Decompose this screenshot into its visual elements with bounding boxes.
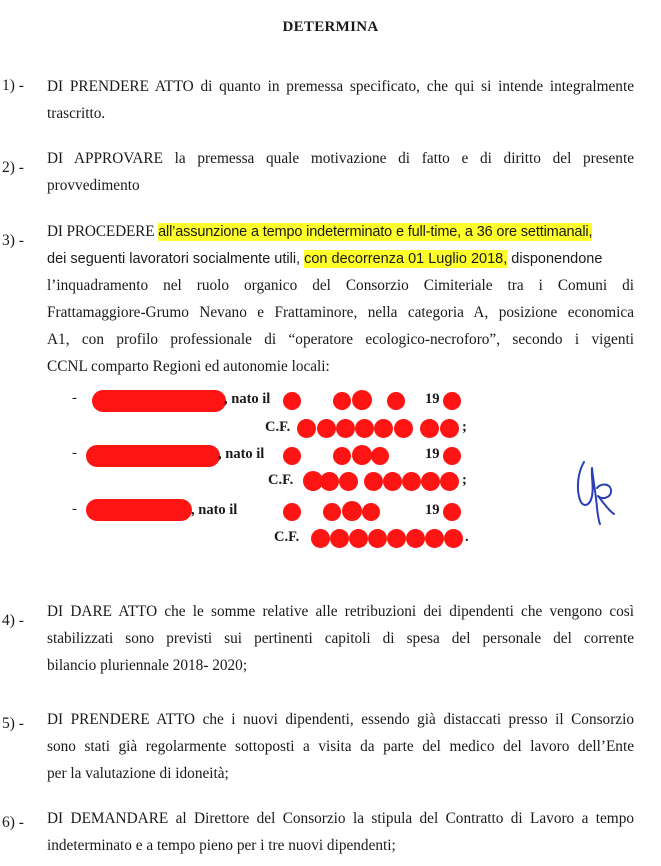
text-line: CCNL comparto Regioni ed autonomie locali: <box>47 358 330 375</box>
redaction-mark <box>444 529 463 548</box>
cf-label: C.F. <box>274 529 300 545</box>
redaction-mark <box>440 472 459 491</box>
redaction-mark <box>368 529 387 548</box>
item-number: 1) - <box>2 77 24 94</box>
text-line: DI APPROVARE la premessa quale motivazione di fatto e di diritto del presente <box>47 150 634 167</box>
redaction-mark <box>394 419 413 438</box>
redaction-mark <box>406 529 425 548</box>
item-number: 6) - <box>2 814 24 831</box>
text-segment: dei seguenti lavoratori socialmente utili, <box>47 251 305 267</box>
text-line <box>47 218 634 245</box>
list-dash: - <box>72 390 77 406</box>
item-number: 5) - <box>2 715 24 732</box>
redaction-mark <box>402 472 421 491</box>
text-segment: disponendone <box>507 251 603 267</box>
born-label: , nato il <box>224 391 271 407</box>
cf-terminator: ; <box>462 472 467 488</box>
text-line: DI PRENDERE ATTO che i nuovi dipendenti, essendo già distaccati presso il Consorzio <box>47 711 634 728</box>
worker-cf-row <box>0 471 661 497</box>
cf-terminator: . <box>465 529 469 545</box>
text-line <box>47 245 634 272</box>
redaction-mark <box>349 529 368 548</box>
birth-year-prefix: 19 <box>425 502 440 518</box>
text-line: stabilizzati sono previsti sui pertinenti capitoli di spesa del personale del corrente <box>47 630 634 647</box>
redaction-mark <box>364 472 383 491</box>
text-line: Frattamaggiore-Grumo Nevano e Frattaminore, nella categoria A, posizione economica <box>47 304 634 321</box>
redaction-mark <box>352 390 372 410</box>
text-line: provvedimento <box>47 177 140 194</box>
redaction-mark <box>421 472 440 491</box>
born-label: , nato il <box>191 502 238 518</box>
document-title: DETERMINA <box>282 19 379 35</box>
redaction-mark <box>311 529 330 548</box>
redaction-mark <box>92 390 226 412</box>
item-text <box>47 706 634 787</box>
worker-row <box>0 445 661 471</box>
redaction-mark <box>387 392 405 410</box>
redaction-mark <box>371 447 389 465</box>
item-number: 4) - <box>2 612 24 629</box>
worker-cf-row <box>0 418 661 444</box>
text-line: sono stati già regolarmente sottoposti a visita da parte del medico del lavoro dell’Ente <box>47 738 634 755</box>
redaction-mark <box>425 529 444 548</box>
worker-cf-row <box>0 528 661 554</box>
cf-label: C.F. <box>268 472 294 488</box>
redaction-mark <box>330 529 349 548</box>
item-text <box>47 145 634 199</box>
redaction-mark <box>362 503 380 521</box>
redaction-mark <box>333 392 351 410</box>
redaction-mark <box>320 472 339 491</box>
highlighted-text: con decorrenza 01 Luglio 2018, <box>304 251 508 267</box>
redaction-mark <box>339 472 358 491</box>
text-line: A1, con profilo professionale di “operatore ecologico-necroforo”, secondo i vigenti <box>47 331 634 348</box>
redaction-mark <box>443 392 461 410</box>
redaction-mark <box>323 503 341 521</box>
handwritten-signature-icon <box>570 458 620 528</box>
text-line: DI PRENDERE ATTO di quanto in premessa specificato, che qui si intende integralmente <box>47 78 634 95</box>
born-label: , nato il <box>218 446 265 462</box>
redaction-mark <box>440 419 459 438</box>
item-number: 3) - <box>2 232 24 249</box>
redaction-mark <box>374 419 393 438</box>
redaction-mark <box>387 529 406 548</box>
text-segment: DI PROCEDERE <box>47 223 159 240</box>
text-line: trascritto. <box>47 105 106 122</box>
redaction-mark <box>355 419 374 438</box>
item-text <box>47 73 634 127</box>
redaction-mark <box>283 447 301 465</box>
item-text <box>47 218 634 380</box>
redaction-mark <box>317 419 336 438</box>
cf-label: C.F. <box>265 419 291 435</box>
highlighted-text: all’assunzione a tempo indeterminato e full-time, a 36 ore settimanali, <box>158 224 593 240</box>
text-line: DI DARE ATTO che le somme relative alle retribuzioni dei dipendenti che vengono così <box>47 603 634 620</box>
redaction-mark <box>333 447 351 465</box>
cf-terminator: ; <box>462 419 467 435</box>
redaction-mark <box>352 445 372 465</box>
worker-row <box>0 390 661 416</box>
redaction-mark <box>443 503 461 521</box>
text-line: per la valutazione di idoneità; <box>47 765 229 782</box>
worker-row <box>0 501 661 527</box>
list-dash: - <box>72 501 77 517</box>
redaction-mark <box>342 501 362 521</box>
redaction-mark <box>283 503 301 521</box>
birth-year-prefix: 19 <box>425 446 440 462</box>
redaction-mark <box>283 392 301 410</box>
redaction-mark <box>297 419 316 438</box>
text-line: l’inquadramento nel ruolo organico del Consorzio Cimiteriale tra i Comuni di <box>47 277 634 294</box>
item-text <box>47 598 634 679</box>
redaction-mark <box>86 445 220 467</box>
redaction-mark <box>86 499 192 521</box>
text-line: DI DEMANDARE al Direttore del Consorzio la stipula del Contratto di Lavoro a tempo <box>47 810 634 827</box>
list-dash: - <box>72 445 77 461</box>
redaction-mark <box>336 419 355 438</box>
item-number: 2) - <box>2 159 24 176</box>
redaction-mark <box>383 472 402 491</box>
text-line: bilancio pluriennale 2018- 2020; <box>47 657 248 674</box>
text-line: indeterminato e a tempo pieno per i tre nuovi dipendenti; <box>47 837 396 854</box>
worker-list <box>0 382 661 552</box>
birth-year-prefix: 19 <box>425 391 440 407</box>
redaction-mark <box>443 447 461 465</box>
redaction-mark <box>420 419 439 438</box>
item-text <box>47 805 634 859</box>
